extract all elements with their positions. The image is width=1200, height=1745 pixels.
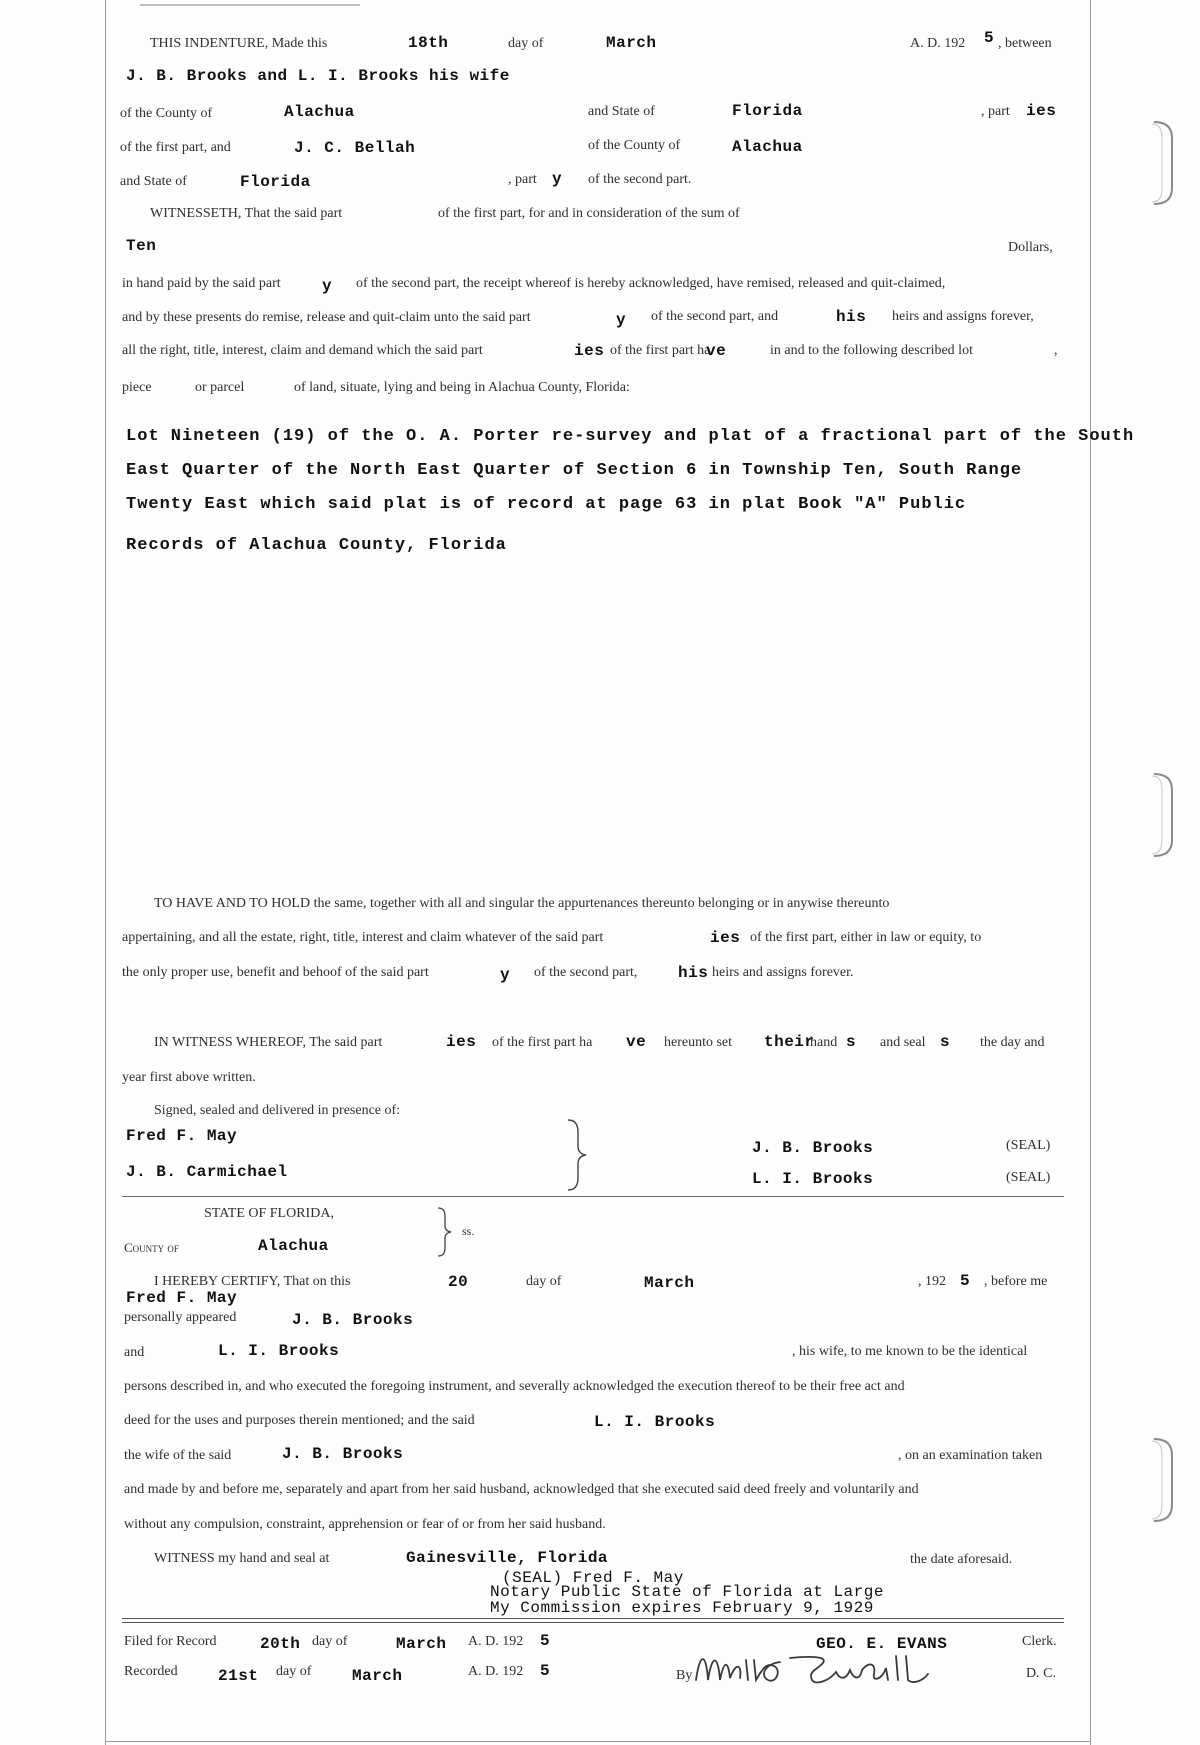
notary-title-line: Notary Public State of Florida at Large [490, 1583, 884, 1601]
recorded-day: 21st [218, 1667, 259, 1685]
second-county: Alachua [732, 138, 803, 156]
wife-of-said-label: the wife of the said [124, 1448, 232, 1463]
clerk-label: Clerk. [1022, 1634, 1057, 1649]
state-label-2: and State of [120, 174, 187, 189]
signature-brace-icon [566, 1118, 588, 1192]
certify-month: March [644, 1274, 695, 1292]
without-compulsion-line: without any compulsion, constraint, apprehension or fear of or from her said husband. [124, 1517, 606, 1532]
consideration-sum: Ten [126, 237, 157, 255]
habendum-line-1: TO HAVE AND TO HOLD the same, together with all and singular the appurtenances thereunto belonging or in anywise thereunto [154, 896, 890, 911]
dollars-label: Dollars, [1008, 240, 1053, 255]
binder-ring-icon [1148, 1435, 1178, 1525]
certify-year-digit: 5 [960, 1272, 971, 1290]
top-edge-mark [140, 4, 360, 6]
claim-line-b: of the first part ha [610, 343, 711, 358]
first-part-and-label: of the first part, and [120, 140, 231, 155]
in-witness-d: hand [810, 1035, 838, 1050]
grantee-name: J. C. Bellah [294, 139, 416, 157]
bottom-page-edge [105, 1741, 1090, 1742]
in-witness-fill-5: s [940, 1033, 951, 1051]
in-witness-f: the day and [980, 1035, 1045, 1050]
part-label: , part [981, 104, 1010, 119]
acknowledgment-county: Alachua [258, 1237, 329, 1255]
between-label: , between [998, 36, 1052, 51]
clerk-name: GEO. E. EVANS [816, 1635, 948, 1653]
date-aforesaid-label: the date aforesaid. [910, 1552, 1013, 1567]
in-witness-a: IN WITNESS WHEREOF, The said part [154, 1035, 383, 1050]
in-witness-line-2: year first above written. [122, 1070, 256, 1085]
made-by-line: and made by and before me, separately and apart from her said husband, acknowledged that she executed said deed freely and voluntarily and [124, 1482, 919, 1497]
claim-line-fill: ies [574, 342, 605, 360]
parcel-line-c: of land, situate, lying and being in Alachua County, Florida: [294, 380, 630, 395]
in-witness-fill-2: ve [626, 1033, 647, 1051]
in-witness-c: hereunto set [664, 1035, 733, 1050]
witnesseth-line: WITNESSETH, That the said part [150, 206, 343, 221]
part-label-2: , part [508, 172, 537, 187]
filed-for-record-label: Filed for Record [124, 1634, 217, 1649]
day-of-label: day of [508, 36, 544, 51]
ss-label: ss. [462, 1224, 475, 1238]
witness-signature-1: Fred F. May [126, 1127, 238, 1145]
signer-signature-2: L. I. Brooks [752, 1170, 874, 1188]
second-part-label: of the second part. [588, 172, 692, 187]
binder-ring-icon [1148, 118, 1178, 208]
certify-year-prefix: , 192 [918, 1274, 946, 1289]
acknowledgment-place: Gainesville, Florida [406, 1549, 609, 1567]
before-me-label: , before me [984, 1274, 1048, 1289]
claim-line-comma: , [1054, 343, 1058, 358]
claim-line-c: in and to the following described lot [770, 343, 973, 358]
recorded-day-of: day of [276, 1664, 312, 1679]
habendum-line-3-fill: y [500, 966, 511, 984]
state-label: and State of [588, 104, 655, 119]
ss-brace-icon [436, 1206, 454, 1258]
indenture-day: 18th [408, 34, 449, 52]
in-witness-fill-1: ies [446, 1033, 477, 1051]
filed-day: 20th [260, 1635, 301, 1653]
his-wife-line: , his wife, to me known to be the identical [792, 1344, 1028, 1359]
recorded-label: Recorded [124, 1664, 178, 1679]
appeared-person-2: L. I. Brooks [218, 1342, 340, 1360]
witness-hand-label: WITNESS my hand and seal at [154, 1551, 330, 1566]
deed-uses-line: deed for the uses and purposes therein mentioned; and the said [124, 1413, 475, 1428]
binder-ring-icon [1148, 770, 1178, 860]
right-page-edge [1090, 0, 1091, 1745]
seal-label-2: (SEAL) [1006, 1170, 1051, 1185]
legal-description-line: Twenty East which said plat is of record at page 63 in plat Book "A" Public [126, 495, 967, 514]
notary-commission-line: My Commission expires February 9, 1929 [490, 1599, 874, 1617]
habendum-line-3c: heirs and assigns forever. [712, 965, 854, 980]
witness-signature-2: J. B. Carmichael [126, 1163, 288, 1181]
appeared-person-1: J. B. Brooks [292, 1311, 414, 1329]
habendum-line-3b: of the second part, [534, 965, 638, 980]
claim-line-fill-2: ve [706, 342, 727, 360]
in-witness-b: of the first part ha [492, 1035, 593, 1050]
in-witness-fill-3: their [764, 1033, 815, 1051]
examination-line: , on an examination taken [898, 1448, 1043, 1463]
first-state: Florida [732, 102, 803, 120]
left-page-edge [105, 0, 106, 1745]
husband-name: J. B. Brooks [282, 1445, 404, 1463]
recording-divider [122, 1618, 1064, 1623]
officer-name: Fred F. May [126, 1289, 238, 1307]
habendum-line-3a: the only proper use, benefit and behoof of the said part [122, 965, 429, 980]
filed-day-of: day of [312, 1634, 348, 1649]
by-label: By [676, 1668, 693, 1683]
filed-ad-label: A. D. 192 [468, 1634, 524, 1649]
filed-year-digit: 5 [540, 1632, 551, 1650]
legal-description-line: Lot Nineteen (19) of the O. A. Porter re-survey and plat of a fractional part of the South [126, 427, 1135, 446]
parcel-line-a: piece [122, 380, 152, 395]
habendum-line-3-his: his [678, 964, 709, 982]
county-label-2: of the County of [588, 138, 681, 153]
habendum-line-2a: appertaining, and all the estate, right, title, interest and claim whatever of the said part [122, 930, 604, 945]
remise-line-b: of the second part, and [651, 309, 779, 324]
county-label: of the County of [120, 106, 213, 121]
remise-line-a: and by these presents do remise, release and quit-claim unto the said part [122, 310, 531, 325]
paid-line-fill: y [322, 277, 333, 295]
legal-description-line: East Quarter of the North East Quarter of Section 6 in Township Ten, South Range [126, 461, 1023, 480]
certify-label: I HEREBY CERTIFY, That on this [154, 1274, 351, 1289]
habendum-line-2-fill: ies [710, 929, 741, 947]
legal-description-line: Records of Alachua County, Florida [126, 536, 507, 555]
indenture-intro: THIS INDENTURE, Made this [150, 36, 328, 51]
recorded-ad-label: A. D. 192 [468, 1664, 524, 1679]
grantors-names: J. B. Brooks and L. I. Brooks his wife [126, 67, 510, 85]
second-state: Florida [240, 173, 311, 191]
remise-line-fill: y [616, 311, 627, 329]
remise-line-c: heirs and assigns forever, [892, 309, 1034, 324]
indenture-month: March [606, 34, 657, 52]
in-witness-fill-4: s [846, 1033, 857, 1051]
paid-line-b: of the second part, the receipt whereof is hereby acknowledged, have remised, released and quit-claimed, [356, 276, 946, 291]
certify-day: 20 [448, 1273, 469, 1291]
part-suffix: ies [1026, 102, 1057, 120]
claim-line-a: all the right, title, interest, claim and demand which the said part [122, 343, 483, 358]
certify-day-of: day of [526, 1274, 562, 1289]
signer-signature-1: J. B. Brooks [752, 1139, 874, 1157]
signed-sealed-label: Signed, sealed and delivered in presence of: [154, 1103, 401, 1118]
indenture-year-digit: 5 [984, 29, 995, 47]
consideration-line: of the first part, for and in consideration of the sum of [438, 206, 740, 221]
personally-appeared-label: personally appeared [124, 1310, 237, 1325]
state-of-florida-label: STATE OF FLORIDA, [204, 1206, 334, 1221]
wife-name: L. I. Brooks [594, 1413, 716, 1431]
seal-label-1: (SEAL) [1006, 1138, 1051, 1153]
remise-line-his: his [836, 308, 867, 326]
paid-line-a: in hand paid by the said part [122, 276, 281, 291]
recorded-month: March [352, 1667, 403, 1685]
dc-label: D. C. [1026, 1666, 1056, 1681]
deputy-clerk-signature [690, 1640, 940, 1700]
notary-seal-line: (SEAL) Fred F. May [502, 1569, 684, 1587]
and-label: and [124, 1345, 145, 1360]
section-divider [122, 1196, 1064, 1197]
county-of-label: County of [124, 1240, 179, 1255]
ad-label: A. D. 192 [910, 36, 966, 51]
part-suffix-2: y [552, 170, 563, 188]
parcel-line-b: or parcel [195, 380, 245, 395]
in-witness-e: and seal [880, 1035, 926, 1050]
persons-line: persons described in, and who executed the foregoing instrument, and severally acknowledged the execution thereof to be their free act and [124, 1379, 905, 1394]
habendum-line-2b: of the first part, either in law or equity, to [750, 930, 982, 945]
filed-month: March [396, 1635, 447, 1653]
first-county: Alachua [284, 103, 355, 121]
recorded-year-digit: 5 [540, 1662, 551, 1680]
